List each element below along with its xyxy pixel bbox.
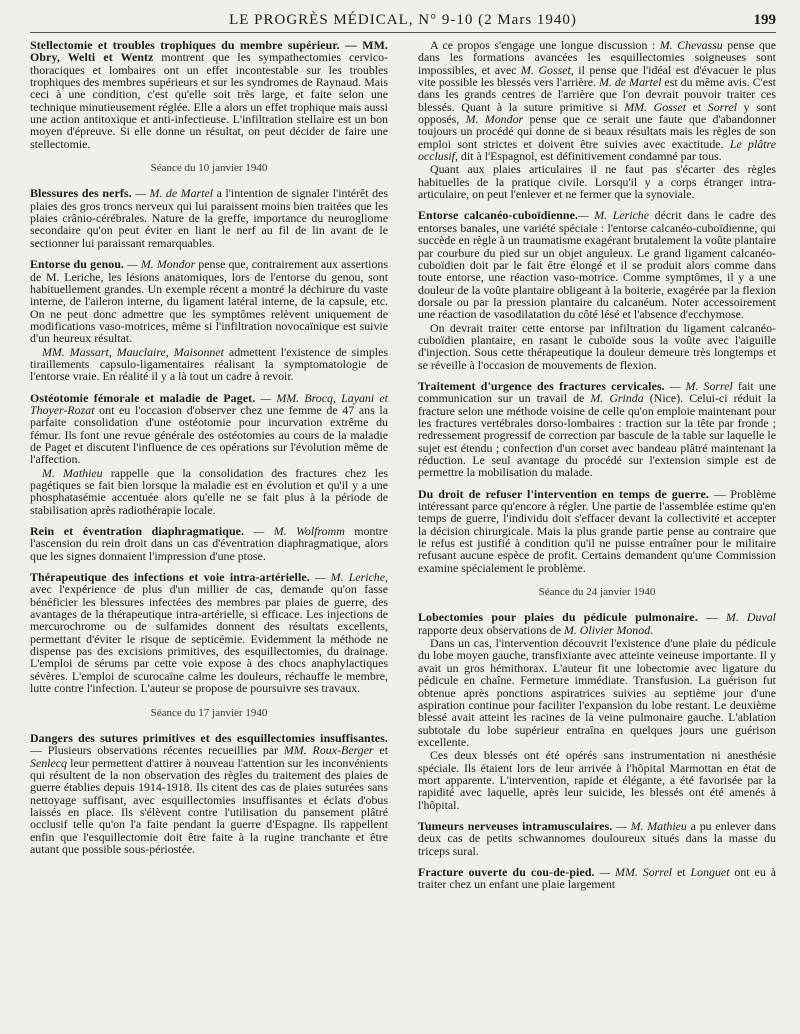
article-text: a l'intention de signaler l'intérêt des plaies des gros troncs nerveux qui lui paraissent moins bien traitées que les plaies crânio-cérébrales. Nature de la greffe, importance du neurogliome secondaire qu'on peut éviter en liant le nerf au fil de lin avant de le sectionner lui paraissant remarquables. [30,186,388,250]
article-title: Stellectomie et troubles trophiques du membre supérieur. [30,38,340,52]
article-author: M. de Martel [598,75,662,90]
article-title: Ostéotomie fémorale et maladie de Paget. [30,390,256,405]
article-text: et [373,743,388,758]
left-column [30,39,388,900]
article-authors: — MM. Sorrel [594,864,673,879]
article-author: Senlecq [30,755,67,770]
article-text: y sont opposés, [418,99,777,127]
article-text: est du même avis. C'est dans les grands centres de l'arrière que l'on devrait pouvoir traiter ces blessés. Quant à la suture primitive si [418,75,776,114]
article-text: décrit dans le cadre des entorses banales, une variété spéciale : l'entorse calcanéo-cuboïdienne, qui succède en règle à un traumatisme exagérant brutalement la voûte plantaire par courbure du pied sur un objet anguleux. Le grand ligament calcanéo-cuboïdien doit par le fait être élongé et il se produit alors comme dans toute entorse, une réaction vaso-motrice. Comme symptômes, il y a une douleur de la voûte plantaire obligeant à la boiterie, exagérée par la flexion dorsale ou par la pression plantaire du calcanéum. Noter accessoirement une réaction de vasodilatation du côté lésé et l'absence d'ecchymose. [418,208,776,322]
article-author: Longuet [690,864,730,879]
article-text: . [650,622,654,637]
article-text: pense que, contrairement aux assertions de M. Leriche, les lésions anatomiques, lors de l'entorse du genou, sont habituellement grandes. Un exemple récent a montré la déchirure du vaste interne, de l'aileron interne, du ligament latéral interne, de la capsule, etc. On ne peut donc admettre que les symptômes relèvent uniquement de modifications vaso-motrices, même si l'infiltration novocaïnique est suivie d'un heureux résultat. [30,257,388,346]
article-text: montre l'ascension du rein droit dans un cas d'éventration diaphragmatique, alors que les signes donnaient l'impression d'une ptose. [30,524,388,563]
article-text: et [686,99,708,114]
article-tumeurs-nerveuses [418,820,776,857]
article-authors: — MM. Brocq, Layani et Thoyer-Rozat [30,390,388,417]
article-fractures-cervicales [418,380,776,479]
session-date: Séance du 10 janvier 1940 [150,162,268,175]
article-text: (Nice). Celui-ci réduit la fracture selon une méthode voisine de celle qu'on emploie maintenant pour les fractures vertébrales dorso-lombaires : traction sur la tête par fronde ; redressement progressif de correction par bascule de la table sur laquelle le sujet est étendu ; confection d'un corset avec bandeau plâtré maintenant la réduction. Le seul avantage du procédé sur l'extension simple est de permettre la mobilisation du malade. [418,391,776,480]
article-entorse-genou [30,258,388,382]
right-column [418,39,776,900]
running-header [30,8,776,33]
article-text: , dit à l'Espagnol, est définitivement condamné par tous. [454,149,722,164]
article-dangers-sutures [30,732,388,855]
article-text: — Plusieurs observations récentes recueillies par [30,743,284,758]
session-date: Séance du 17 janvier 1940 [150,706,268,719]
article-authors: MM. Roux-Berger [283,743,374,758]
article-text: fait une communication sur un travail de [418,378,777,406]
article-author: — M. Leriche, [309,570,389,585]
article-author: — M. Leriche [578,208,650,223]
article-author: M. Grinda [590,391,644,406]
article-title: Lobectomies pour plaies du pédicule pulmonaire. [418,610,698,625]
article-title: Fracture ouverte du cou-de-pied. [418,864,595,879]
article-title: Rein et éventration diaphragmatique. [30,524,245,539]
article-osteotomie-paget [30,392,388,516]
article-text: ont eu l'occasion d'observer chez une femme de 47 ans la parfaite consolidation d'une ostéotomie pour incurvation extrême du fémur. Ils font une revue générale des ostéotomies au cours de la maladie de Paget et discutent l'influence de ces opérations sur l'évolution même de l'affection. [30,402,388,467]
article-author: MM. Gosset [624,99,687,114]
article-author: M. Gosset [521,62,571,77]
article-author: M. Olivier Monod [563,622,651,637]
article-blessures-nerfs [30,187,388,249]
article-text: Quant aux plaies articulaires il ne faut pas s'écarter des règles habituelles de la pratique civile. Lorsqu'il y a corps étranger intra-articulaire, on peut l'enlever et ne fermer que la synoviale. [418,162,776,202]
article-author: — M. Sorrel [664,378,733,393]
article-text: et [672,864,691,879]
article-author: M. Duval [725,610,776,625]
journal-title: LE PROGRÈS MÉDICAL, N° 9-10 (2 Mars 1940) [229,12,577,28]
article-text: Ces deux blessés ont été opérés sans instrumentation ni anesthésie spéciale. Ils étaient lors de leur arrivée à l'hôpital Marmottan en état de mort apparente. L'intervention, rapide et élégante, a été favorisée par la rapidité avec laquelle, après leur suicide, les blessés ont été amenés à l'hôpital. [418,748,776,812]
article-title: Blessures des nerfs. [30,186,132,201]
two-column-body [30,39,776,900]
article-text: , il pense que l'idéal est d'évacuer le plus vite possible les blessés vers l'arrière. [418,62,776,90]
article-text: admettent l'existence de simples tiraillements capsulo-ligamentaires réalisant la symptomatologie de l'entorse vraie. En réalité il y a là tout un cadre à revoir. [30,344,389,384]
article-text: A ce propos s'engage une longue discussion : [430,38,660,52]
article-author: Sorrel [707,99,738,114]
article-droit-refuser [418,488,776,574]
article-text: montrent que les sympathectomies cervico-thoraciques et lombaires ont un effet incontestable sur les troubles trophiques des membres supérieurs et sur les syndromes de Raynaud. Mais ceci à une condition, c'est qu'elle soit très large, et faite selon une technique minutieusement réglée. Elle a alors un effet trophique mais aussi une action antitoxique et anti-infectieuse. L'infiltration stellaire est un bon moyen d'épreuve. Si elle donne un résultat, on peut décider de faire une stellectomie. [30,50,388,151]
article-text: pense que ce serait une faute que d'abandonner toujours un procédé qui donne de si beaux résultats mais les règles de son emploi sont strictes et doivent être suivies avec exactitude. [418,112,776,151]
article-author: M. Mondor [465,112,524,127]
article-lobectomies [418,611,776,811]
article-authors: — MM. Obry, Welti et Wentz [30,38,388,65]
article-text: ont eu à traiter chez un enfant une plaie largement [418,864,776,892]
session-date: Séance du 24 janvier 1940 [538,586,656,599]
article-discussion [418,39,776,200]
article-rein-eventration [30,525,388,562]
article-author: — M. Mathieu [612,818,687,833]
article-entorse-calcaneo [418,209,776,370]
article-author: M. Chevassu [659,38,723,52]
article-text: On devrait traiter cette entorse par infiltration du ligament calcanéo-cuboïdien plantaire, en rasant le cuboïde sous la voûte avec l'aiguille d'injection. Sous cette thérapeutique la douleur demeure très longtemps et se réveille à l'occasion de mouvements de flexion. [418,320,776,372]
article-author: — M. Wolfromm [244,524,345,539]
article-title: Tumeurs nerveuses intramusculaires. [418,818,613,833]
article-author: — M. de Martel [135,186,214,201]
article-author: M. Mathieu [42,465,103,480]
page-number: 199 [753,12,776,28]
article-authors: MM. Massart, Mauclaire, Maisonnet [42,344,224,359]
article-title: Entorse calcanéo-cuboïdienne. [418,208,579,223]
article-title: Dangers des sutures primitives et des esquillectomies insuffisantes. [30,730,388,745]
article-text: avec l'expérience de plus d'un millier de cas, demande qu'on fasse bénéficier les blessures infectées des membres par plaies de guerre, des avantages de la thérapeutique intra-artérielle, si efficace. Les injections de mercurochrome ou de sulfamides donnent des résultats excellents, permettant d'éviter le risque de septicémie. Evidemment la méthode ne dispense pas des excisions primitives, des esquillectomies, du drainage. L'emploi de sérums par cette voie expose à des chocs anaphylactiques sévères. L'emploi de scurocaïne calme les douleurs, réchauffe le membre, lutte contre l'infection. L'auteur se propose de poursuivre ses travaux. [30,582,388,696]
article-title: Du droit de refuser l'intervention en temps de guerre. [418,486,709,501]
article-text: rappelle que la consolidation des fractures chez les pagétiques se fait bien lorsque la maladie est en évolution et qu'il y a une phosphatasémie accentuée alors qu'elle ne se fait plus à la période de stabilisation après radiothérapie locale. [30,465,388,517]
article-stellectomie [30,39,388,150]
article-title: Thérapeutique des infections et voie intra-artérielle. [30,570,310,585]
article-text: — Problème intéressant parce qu'encore à régler. Une partie de l'assemblée estime qu'en temps de guerre, l'individu doit s'effacer devant la collectivité et accepter la décision chirurgicale. Mais la plus grande partie pense au contraire que le refus est justifié à condition qu'il ne puisse entraîner pour le militaire refusant aucune espèce de profit. Certains demandent qu'une Commission examine spécialement le problème. [418,486,776,575]
article-text: pense que dans les formations avancées les esquillectomies soigneuses sont impossibles, et avec [418,38,776,77]
article-text: — [697,610,726,625]
article-title: Entorse du genou. [30,257,125,272]
article-text: rapporte deux observations de [418,622,564,637]
article-title: Traitement d'urgence des fractures cervicales. [418,378,665,393]
article-therapeutique-infections [30,571,388,694]
article-emphasis: Le plâtre occlusif [418,136,776,164]
article-text: leur permettent d'attirer à nouveau l'attention sur les inconvénients qui résultent de la non observation des règles du traitement des plaies de guerre établies depuis 1914-1918. Ils citent des cas de plaies suturées sans nettoyage suffisant, avec esquillectomies insuffisantes et éclats d'obus laissés en place. Ils s'élèvent contre l'utilisation du pansement plâtré occlusif telle qu'on l'a faite pendant la guerre d'Espagne. Ils rappellent enfin que l'esquillectomie doit être faite à la rugine tranchante et être autant que possible sous-périostée. [30,755,388,856]
article-author: — M. Mondor [127,257,196,272]
article-text: Dans un cas, l'intervention découvrit l'existence d'une plaie du pédicule du lobe moyen gauche, transfixiante avec atteinte veineuse importante. Il y avait un gros hémithorax. L'auteur fit une lobectomie avec ligature du pédicule en chaîne. Fermeture immédiate. Transfusion. La guérison fut obtenue après ponctions aspiratrices suivies au septième jour d'une aspiration continue pour faciliter l'expansion du lobe restant. Le deuxième blessé avait atteint les racines de la veine pulmonaire gauche. L'ablation subtotale du lobe supérieur entraîna en quelques jours une guérison excellente. [418,636,776,749]
article-fracture-cou-de-pied [418,866,776,891]
article-text: a pu enlever dans deux cas de petits schwannomes douloureux situés dans la masse du triceps sural. [418,818,777,858]
